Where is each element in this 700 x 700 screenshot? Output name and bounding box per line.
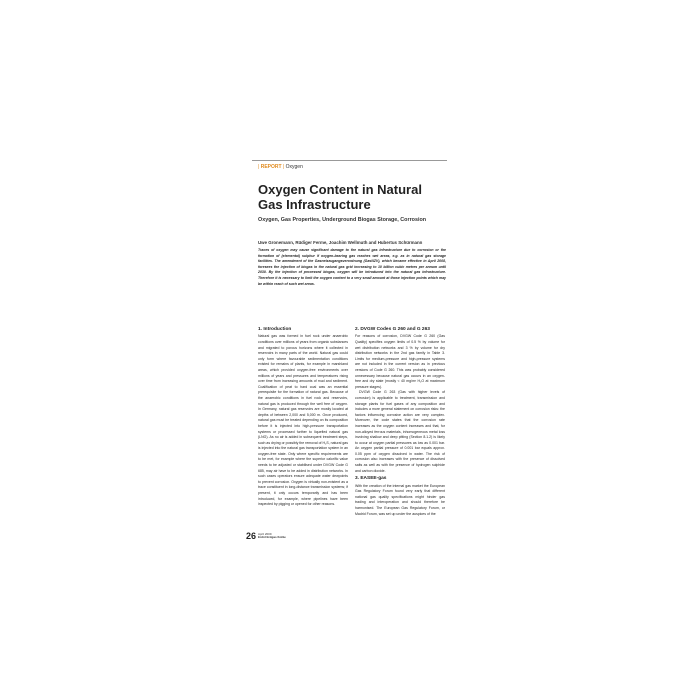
article-subtitle: Oxygen, Gas Properties, Underground Biogas Storage, Corrosion [258,217,427,223]
body-column-left [258,327,348,508]
page-number: 26 [246,531,257,541]
paragraph: With the creation of the internal gas market the European Gas Regulatory Forum found very early that different national gas quality specifications might hinder gas trading and interoperation and should therefore be harmonised. The European Gas Regulatory Forum, or Madrid Forum, was set up under the auspices of the [355,483,445,516]
section-header [258,164,303,170]
section-separator-2: | [282,164,285,170]
section-label: REPORT [260,164,282,170]
section-separator: | [258,164,260,170]
journal-name: Erdöl Erdgas Kohle [258,535,286,540]
body-column-right [355,327,445,517]
article-title: Oxygen Content in Natural Gas Infrastructure [258,182,422,212]
paragraph: Natural gas was formed in fuel rock under anaerobic conditions over millions of years from organic substances and migrated to porous horizons where it collected in reservoirs in many parts of the world. Natural gas could only form where favourable sedimentation conditions existed for remains of plants, for example in marshland areas, which provided oxygen-free environments over millions of years and pressures and temperatures rising over time from increasing amounts of mud and sediment. Coalification of peat to hard coal was an essential prerequisite for the formation of natural gas. Because of the anaerobic conditions in fuel rock and reservoirs, natural gas is produced through the well free of oxygen. In Germany, natural gas reservoirs are mostly located at depths of between 2,000 and 5,000 m. Once produced, natural gas must be treated depending on its composition before it is injected into high-pressure transportation systems or processed further to liquefied natural gas (LNG). As no air is added in subsequent treatment steps, such as drying or possibly the removal of H₂S, natural gas is injected into the natural gas transportation system in an oxygen-free state. Only where specific requirements are to be met, for example where the superior calorific value needs to be adjusted or stabilised under DVGW Code G 685, may air have to be added in distribution networks. In such cases operators ensure adequate water dewpoints to prevent corrosion. Oxygen is virtually non-existent as a trace constituent in long-distance transmission systems; if present, it only occurs temporarily and has been introduced, for example, where pipelines have been inspected by pigging or opened for other reasons. [258,334,348,507]
section-heading-introduction: 1. Introduction [258,327,292,332]
article-authors: Uwe Gronemann, Rüdiger Ferme, Joachim Wellmuth and Hubertus Schürmann [258,240,423,245]
paragraph: DVGW Code G 263 (Gas with higher levels of corrosion) is applicable to treatment, transmission and storage plants for fuel gases of any composition and includes a more general statement on corrosion risks: the factors influencing corrosive action are very complex. Moreover, the code states that the corrosion rate increases as the oxygen content increases and that, for non-alloyed ferrous materials, inhomogeneous metal loss involving shallow and deep pitting (Section 8.1.2) is likely to occur at oxygen partial pressures as low as 0.001 bar. An oxygen partial pressure of 0.001 bar equals approx. 0.05 ppm of oxygen dissolved in water. The risk of corrosion also increases with the presence of dissolved salts as well as with the presence of hydrogen sulphide and carbon dioxide. [355,390,445,473]
journal-issue: April 2009 [258,532,272,536]
section-heading-easee-gas: 3. EASEE-gas [355,476,387,482]
header-rule [252,160,447,161]
section-topic: Oxygen [285,164,303,170]
article-abstract: Traces of oxygen may cause significant damage to the natural gas infrastructure due to corrosion or the formation of (elemental) sulphur if oxygen-bearing gas reaches wet areas, e.g. as in natural gas storage facilities. The amendment of the Gasnetzzugangsverordnung (GasNZV), which became effective in April 2008, foresees the injection of biogas in the natural gas grid increasing to 10 billion cubic metres per annum until 2030. By the injection of processed biogas, oxygen will be introduced into the natural gas infrastructure. Therefore it is necessary to limit the oxygen content to a very small amount at those injection points which may be within reach of such wet areas. [258,248,446,286]
journal-info [258,533,286,540]
section-heading-dvgw-codes: 2. DVGW Codes G 260 and G 263 [355,327,430,332]
paragraph: For reasons of corrosion, DVGW Code G 260 (Gas Quality) specifies oxygen limits of 0.5 % by volume for wet distribution networks and 3 % by volume for dry distribution networks in the 2nd gas family in Table 3. Limits for medium-pressure and high-pressure systems are not included in the current version as in previous versions of Code G 260. This was probably considered unnecessary because natural gas occurs in an oxygen-free and dry state (mostly < 40 mg/m³ H₂O at maximum pressure stages). [355,334,445,389]
